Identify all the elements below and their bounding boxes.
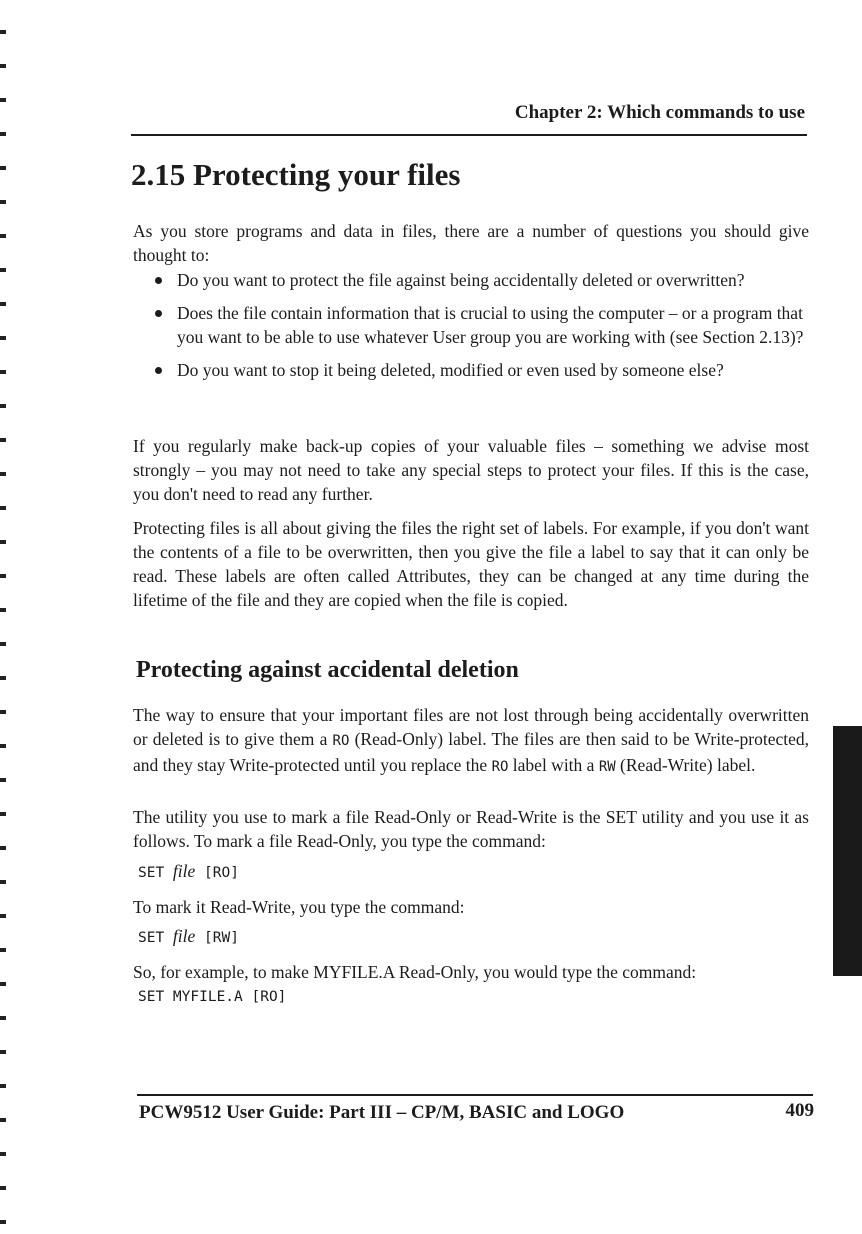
example-paragraph: So, for example, to make MYFILE.A Read-Only, you would type the command: xyxy=(133,962,697,982)
code-argument: file xyxy=(172,861,196,881)
subsection-title: Protecting against accidental deletion xyxy=(136,657,519,683)
header-rule xyxy=(131,134,807,136)
code-command: SET xyxy=(138,865,173,881)
code-option: [RW] xyxy=(195,930,239,946)
text-run: (Read-Write) label. xyxy=(615,755,756,775)
footer-rule xyxy=(137,1094,813,1096)
readwrite-paragraph: To mark it Read-Write, you type the command: xyxy=(133,897,465,917)
code-option: [RO] xyxy=(195,865,239,881)
bullet-icon xyxy=(155,310,162,317)
list-item xyxy=(152,268,812,292)
list-item-text: Does the file contain information that is crucial to using the computer – or a program that you want to be able to use whatever User group you are working with (see Section 2.13)? xyxy=(177,303,804,347)
list-item xyxy=(152,301,812,349)
section-title: 2.15 Protecting your files xyxy=(131,157,461,192)
list-item-text: Do you want to protect the file against being accidentally deleted or overwritten? xyxy=(177,270,745,290)
rw-label-code: RW xyxy=(598,759,616,775)
list-item xyxy=(152,358,812,382)
bullet-icon xyxy=(155,367,162,374)
question-list xyxy=(152,268,812,391)
set-utility-paragraph: The utility you use to mark a file Read-Only or Read-Write is the SET utility and you use it as follows. To mark a file Read-Only, you type the command: xyxy=(133,807,809,851)
intro-paragraph: As you store programs and data in files, there are a number of questions you should give thought to: xyxy=(133,221,809,265)
code-set-rw xyxy=(138,926,239,947)
code-argument: file xyxy=(172,926,196,946)
binding-edge xyxy=(0,0,6,1234)
ro-label-code: RO xyxy=(491,759,509,775)
backup-paragraph: If you regularly make back-up copies of your valuable files – something we advise most strongly – you may not need to take any special steps to protect your files. If this is the case, you don't need to read any further. xyxy=(133,436,809,504)
code-command: SET xyxy=(138,930,173,946)
code-set-ro xyxy=(138,861,239,882)
text-run: label with a xyxy=(508,755,599,775)
bullet-icon xyxy=(155,277,162,284)
chapter-tab-marker xyxy=(833,726,862,976)
text-run: The way to ensure that your important files are not lost through being accidentally overwritten or deleted is to give them a xyxy=(133,705,809,749)
readonly-paragraph xyxy=(133,703,809,779)
labels-paragraph: Protecting files is all about giving the files the right set of labels. For example, if you don't want the contents of a file to be overwritten, then you give the file a label to say that it can only be read. These labels are often called Attributes, they can be changed at any time during the lifetime of the file and they are copied when the file is copied. xyxy=(133,518,809,610)
text-run: (Read-Only) label. The files are then said to be Write-protected, and they stay Write-protected until you replace the xyxy=(133,729,809,775)
code-example: SET MYFILE.A [RO] xyxy=(138,989,287,1005)
page-number: 409 xyxy=(785,1100,814,1121)
footer-title: PCW9512 User Guide: Part III – CP/M, BASIC and LOGO xyxy=(139,1102,625,1123)
running-head: Chapter 2: Which commands to use xyxy=(514,102,805,123)
ro-label-code: RO xyxy=(332,733,350,749)
list-item-text: Do you want to stop it being deleted, modified or even used by someone else? xyxy=(177,360,724,380)
